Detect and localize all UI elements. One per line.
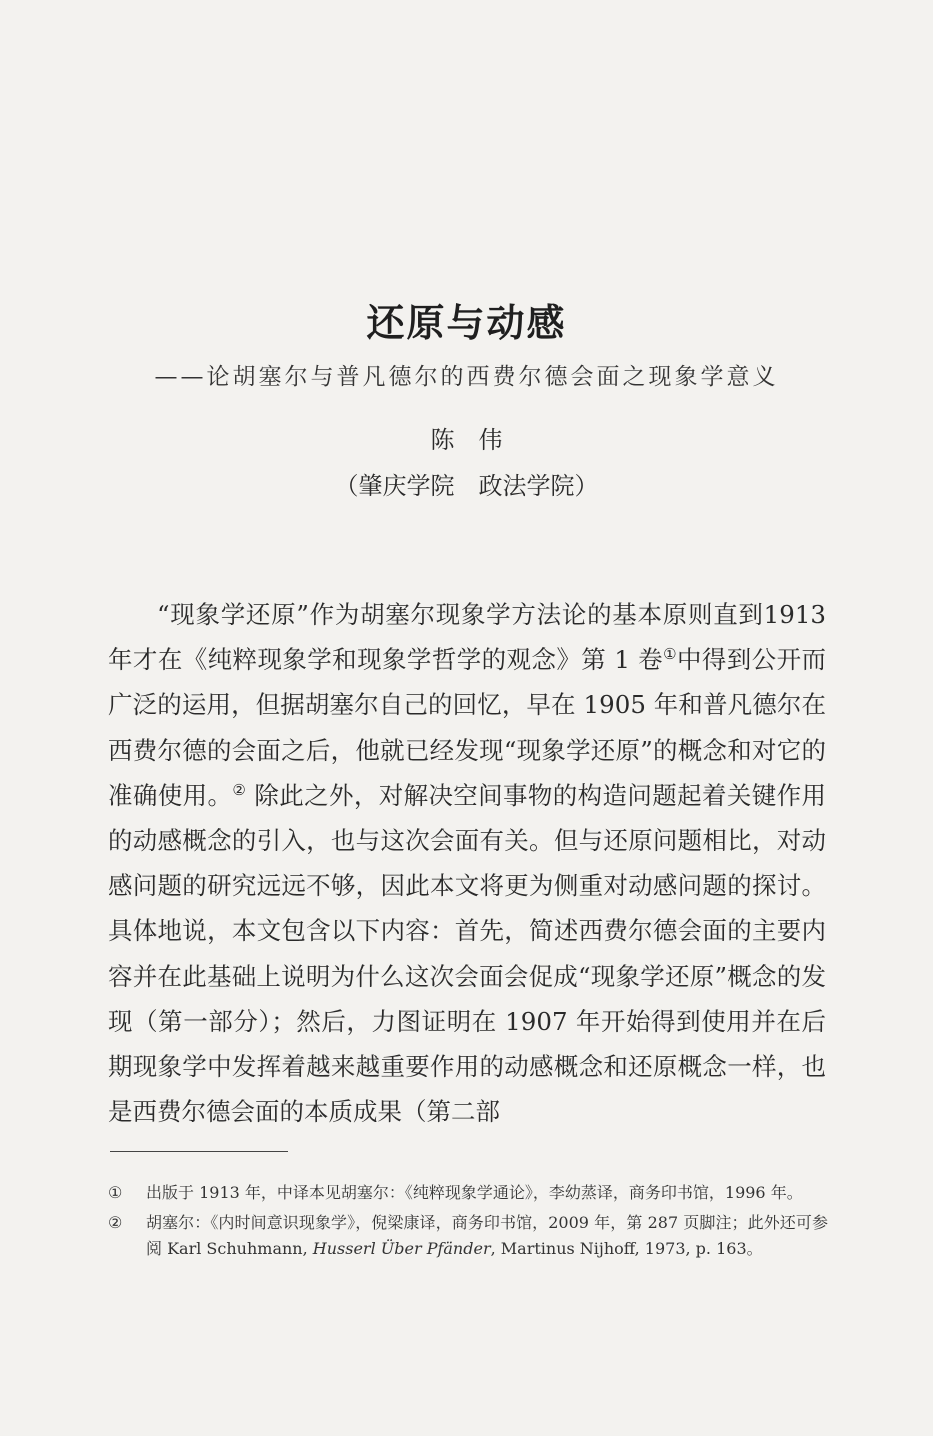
footnote-divider [110, 1151, 288, 1152]
body-text-part-3: 除此之外，对解决空间事物的构造问题起着关键作用的动感概念的引入，也与这次会面有关。但与还原问题相比，对动感问题的研究远远不够，因此本文将更为侧重对动感问题的探讨。具体地说，本文包含以下内容：首先，简述西费尔德会面的主要内容并在此基础上说明为什么这次会面会促成“现象学还原”概念的发现（第一部分）；然后，力图证明在 1907 年开始得到使用并在后期现象学中发挥着越来越重要作用的动感概念和还原概念一样，也是西费尔德会面的本质成果（第二部 [108, 780, 826, 1127]
body-paragraph [108, 592, 826, 1134]
article-subtitle: ——论胡塞尔与普凡德尔的西费尔德会面之现象学意义 [154, 364, 779, 390]
footnote-1 [108, 1180, 828, 1206]
footnote-text-before: 胡塞尔：《内时间意识现象学》，倪梁康译，商务印书馆，2009 年，第 287 页脚注；此外还可参阅 Karl Schuhmann, [146, 1213, 828, 1258]
footnote-text-after: , Martinus Nijhoff, 1973, p. 163。 [490, 1239, 763, 1258]
footnote-marker: ① [108, 1183, 123, 1202]
footnote-book-title: Husserl Über Pfänder [312, 1239, 491, 1258]
footnote-2 [108, 1210, 828, 1262]
footnote-ref-2[interactable]: ② [232, 780, 247, 799]
article-title: 还原与动感 [366, 300, 567, 345]
author-affiliation: （肇庆学院 政法学院） [334, 472, 599, 500]
footnotes [108, 1180, 828, 1266]
body-text-part-2: 中得到公开而广泛的运用，但据胡塞尔自己的回忆，早在 1905 年和普凡德尔在西费尔德的会面之后，他就已经发现“现象学还原”的概念和对它的准确使用。 [108, 645, 827, 810]
body-text-part-1: “现象学还原”作为胡塞尔现象学方法论的基本原则直到1913 年才在《纯粹现象学和现象学哲学的观念》第 1 卷 [108, 600, 826, 675]
footnote-marker: ② [108, 1213, 123, 1232]
footnote-text: 出版于 1913 年，中译本见胡塞尔：《纯粹现象学通论》，李幼蒸译，商务印书馆，1996 年。 [146, 1183, 803, 1202]
author-name: 陈 伟 [430, 426, 503, 454]
footnote-ref-1[interactable]: ① [663, 645, 677, 664]
footnote-text [146, 1210, 828, 1262]
